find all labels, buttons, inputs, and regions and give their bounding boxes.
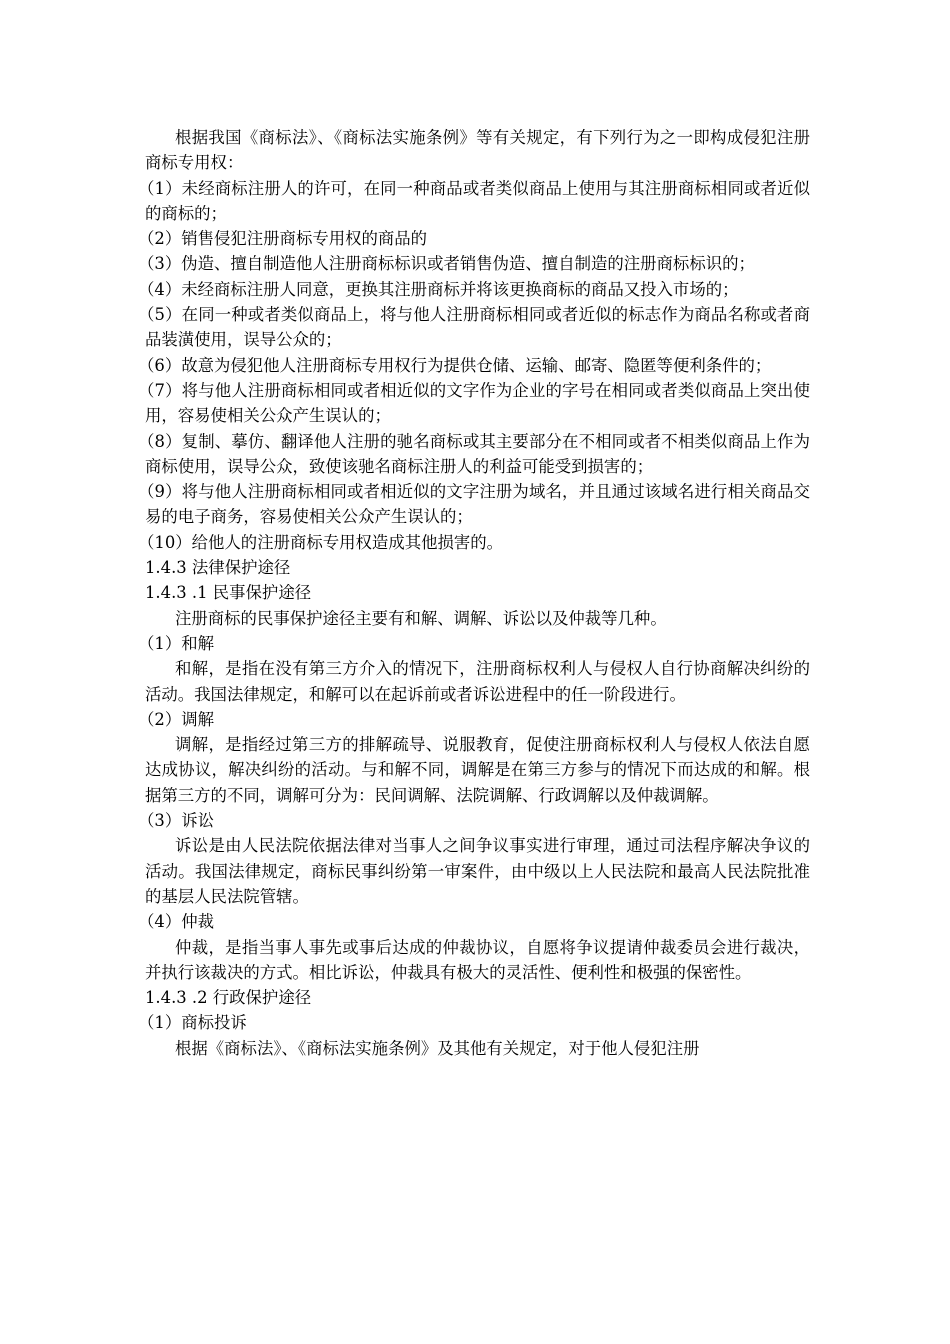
list-item: （1）商标投诉: [138, 1013, 247, 1033]
body-paragraph: 仲裁，是指当事人事先或事后达成的仲裁协议，自愿将争议提请仲裁委员会进行裁决，并执行该裁决的方式。相比诉讼，仲裁具有极大的灵活性、便利性和极强的保密性。: [145, 937, 810, 982]
body-paragraph: 调解，是指经过第三方的排解疏导、说服教育，促使注册商标权利人与侵权人依法自愿达成协议，解决纠纷的活动。与和解不同，调解是在第三方参与的情况下而达成的和解。根据第三方的不同，调解可分为：民间调解、法院调解、行政调解以及仲裁调解。: [145, 735, 810, 805]
list-item: （9）将与他人注册商标相同或者相近似的文字注册为域名，并且通过该域名进行相关商品交易的电子商务，容易使相关公众产生误认的；: [138, 482, 810, 527]
list-item: （3）诉讼: [138, 811, 214, 831]
list-item: （2）调解: [138, 709, 214, 729]
document-body: [138, 125, 810, 1061]
list-item: （4）未经商标注册人同意，更换其注册商标并将该更换商标的商品又投入市场的；: [138, 279, 739, 299]
body-paragraph: 诉讼是由人民法院依据法律对当事人之间争议事实进行审理，通过司法程序解决争议的活动。我国法律规定，商标民事纠纷第一审案件，由中级以上人民法院和最高人民法院批准的基层人民法院管辖。: [145, 836, 810, 906]
list-item: （7）将与他人注册商标相同或者相近似的文字作为企业的字号在相同或者类似商品上突出使用，容易使相关公众产生误认的；: [138, 380, 810, 426]
body-paragraph: 注册商标的民事保护途径主要有和解、调解、诉讼以及仲裁等几种。: [175, 608, 667, 628]
list-item: （1）未经商标注册人的许可，在同一种商品或者类似商品上使用与其注册商标相同或者近似的商标的；: [138, 178, 810, 223]
section-heading: 1.4.3 法律保护途径: [145, 558, 291, 578]
list-item: （3）伪造、擅自制造他人注册商标标识或者销售伪造、擅自制造的注册商标标识的；: [138, 254, 755, 274]
list-item: （4）仲裁: [138, 912, 214, 932]
intro-paragraph: 根据我国《商标法》、《商标法实施条例》等有关规定，有下列行为之一即构成侵犯注册商标专用权：: [145, 128, 810, 173]
list-item: （5）在同一种或者类似商品上，将与他人注册商标相同或者近似的标志作为商品名称或者商品装潢使用，误导公众的；: [138, 305, 810, 350]
subsection-heading: 1.4.3 .2 行政保护途径: [145, 988, 312, 1008]
subsection-heading: 1.4.3 .1 民事保护途径: [145, 583, 312, 603]
body-paragraph: 和解，是指在没有第三方介入的情况下，注册商标权利人与侵权人自行协商解决纠纷的活动。我国法律规定，和解可以在起诉前或者诉讼进程中的任一阶段进行。: [145, 659, 810, 704]
list-item: （1）和解: [138, 633, 214, 653]
body-paragraph: 根据《商标法》、《商标法实施条例》及其他有关规定，对于他人侵犯注册: [175, 1038, 700, 1058]
list-item: （6）故意为侵犯他人注册商标专用权行为提供仓储、运输、邮寄、隐匿等便利条件的；: [138, 355, 772, 375]
list-item: （8）复制、摹仿、翻译他人注册的驰名商标或其主要部分在不相同或者不相类似商品上作为商标使用，误导公众，致使该驰名商标注册人的利益可能受到损害的；: [138, 431, 810, 476]
list-item: （10）给他人的注册商标专用权造成其他损害的。: [138, 532, 504, 552]
list-item: （2）销售侵犯注册商标专用权的商品的: [138, 229, 428, 249]
